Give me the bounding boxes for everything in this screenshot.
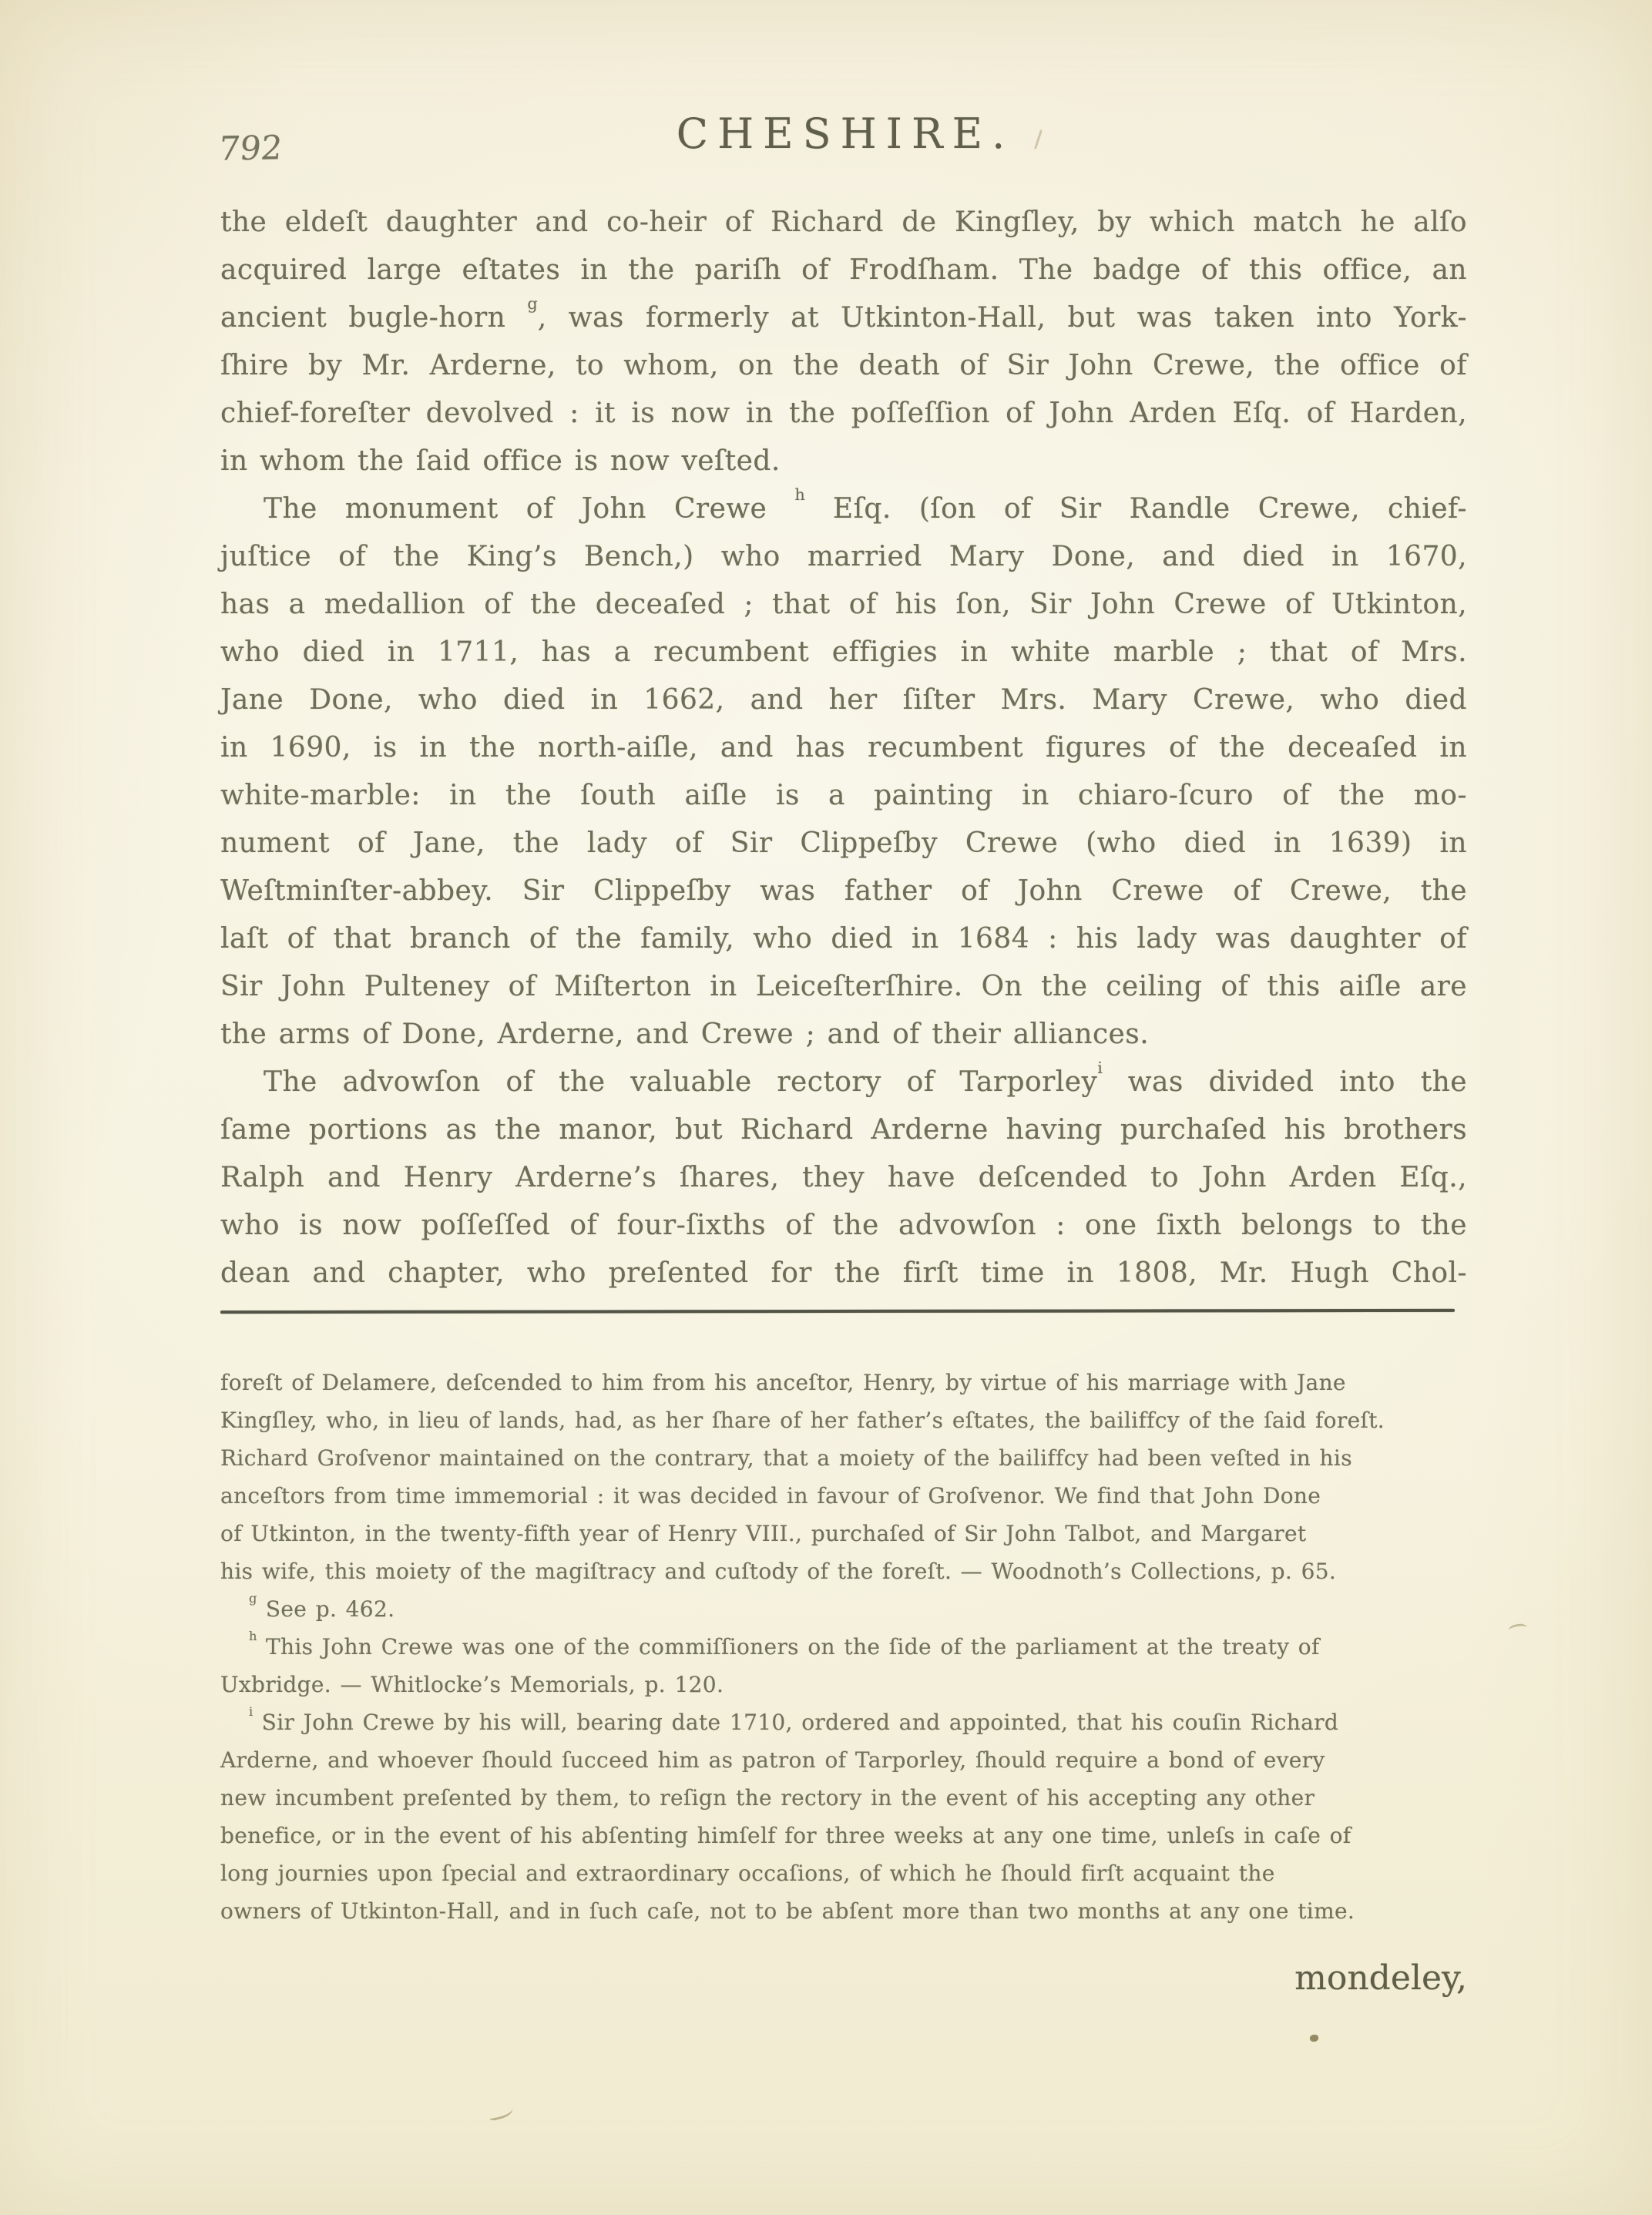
- text-line: chief-foreſter devolved : it is now in the poſſeſſion of John Arden Eſq. of Harden,: [220, 398, 1467, 429]
- footnotes-block: [220, 1364, 1467, 1930]
- footnote-line: long journies upon ſpecial and extraordinary occaſions, of which he ſhould firſt acquaint the: [220, 1861, 1275, 1886]
- pencil-mark: [488, 2103, 515, 2121]
- text-line: who is now poſſeſſed of four-ſixths of the advowſon : one ſixth belongs to the: [220, 1210, 1467, 1241]
- text-line: laſt of that branch of the family, who died in 1684 : his lady was daughter of: [220, 923, 1467, 955]
- text-line: in whom the ſaid office is now veſted.: [220, 445, 781, 477]
- text-line: Jane Done, who died in 1662, and her ſiſter Mrs. Mary Crewe, who died: [220, 684, 1467, 716]
- footnote-line: his wife, this moiety of the magiſtracy and cuſtody of the foreſt. — Woodnoth’s Collections, p. 65.: [220, 1559, 1337, 1584]
- footnote-line: $^g$ See p. 462.: [249, 1590, 395, 1622]
- footnote-line: of Utkinton, in the twenty-fifth year of Henry VIII., purchaſed of Sir John Talbot, and Margaret: [220, 1521, 1307, 1546]
- text-line: ancient bugle-horn $^g$, was formerly at Utkinton-Hall, but was taken into York-: [220, 294, 1467, 334]
- main-text: [220, 199, 1467, 1297]
- text-line: ſame portions as the manor, but Richard Arderne having purchaſed his brothers: [220, 1114, 1467, 1146]
- text-line: has a medallion of the deceaſed ; that of his ſon, Sir John Crewe of Utkinton,: [220, 589, 1467, 620]
- text-line: Ralph and Henry Arderne’s ſhares, they have deſcended to John Arden Eſq.,: [220, 1162, 1467, 1193]
- footnote-line: benefice, or in the event of his abſenting himſelf for three weeks at any one time, unleſs in caſe of: [220, 1823, 1351, 1848]
- footnote-divider-rule: [220, 1309, 1455, 1314]
- ink-speck: [1310, 2035, 1318, 2042]
- text-line: The advowſon of the valuable rectory of Tarporley$^i$ was divided into the: [264, 1058, 1467, 1098]
- footnote-line: owners of Utkinton-Hall, and in ſuch caſe, not to be abſent more than two months at any one time.: [220, 1898, 1355, 1924]
- text-line: ſhire by Mr. Arderne, to whom, on the death of Sir John Crewe, the office of: [220, 350, 1467, 381]
- text-line: nument of Jane, the lady of Sir Clippeſby Crewe (who died in 1639) in: [220, 827, 1467, 859]
- footnote-line: new incumbent preſented by them, to reſign the rectory in the event of his accepting any other: [220, 1785, 1315, 1811]
- running-header: CHESHIRE.: [676, 109, 1015, 158]
- footnote-line: Arderne, and whoever ſhould ſucceed him as patron of Tarporley, ſhould require a bond of every: [220, 1747, 1325, 1773]
- text-line: acquired large eſtates in the pariſh of Frodſham. The badge of this office, an: [220, 254, 1467, 286]
- footnote-line: $^h$ This John Crewe was one of the commiſſioners on the ſide of the parliament at the treaty of: [249, 1628, 1320, 1660]
- text-line: the arms of Done, Arderne, and Crewe ; and of their alliances.: [220, 1019, 1150, 1050]
- footnote-line: $^i$ Sir John Crewe by his will, bearing date 1710, ordered and appointed, that his couſin Richard: [249, 1703, 1339, 1735]
- text-line: white-marble: in the ſouth aiſle is a painting in chiaro-ſcuro of the mo-: [220, 780, 1467, 811]
- text-line: in 1690, is in the north-aiſle, and has recumbent figures of the deceaſed in: [220, 732, 1467, 764]
- text-line: dean and chapter, who preſented for the firſt time in 1808, Mr. Hugh Chol-: [220, 1257, 1467, 1289]
- text-line: Sir John Pulteney of Miſterton in Leiceſterſhire. On the ceiling of this aiſle are: [220, 971, 1467, 1002]
- footnote-line: Uxbridge. — Whitlocke’s Memorials, p. 120.: [220, 1672, 724, 1697]
- footnote-line: anceſtors from time immemorial : it was decided in favour of Groſvenor. We find that John Done: [220, 1483, 1321, 1509]
- text-line: the eldeſt daughter and co-heir of Richard de Kingſley, by which match he alſo: [220, 206, 1467, 238]
- page-number: 792: [217, 129, 284, 169]
- text-line: who died in 1711, has a recumbent effigies in white marble ; that of Mrs.: [220, 636, 1467, 668]
- text-line: Weſtminſter-abbey. Sir Clippeſby was father of John Crewe of Crewe, the: [220, 875, 1467, 907]
- margin-mark: [1508, 1623, 1528, 1635]
- text-line: juſtice of the King’s Bench,) who married Mary Done, and died in 1670,: [220, 541, 1467, 572]
- catchword: mondeley,: [1294, 1958, 1467, 1998]
- footnote-line: Richard Groſvenor maintained on the contrary, that a moiety of the bailiffcy had been veſted in his: [220, 1445, 1352, 1471]
- footnote-line: Kingſley, who, in lieu of lands, had, as her ſhare of her father’s eſtates, the bailiffcy of the ſaid foreſt.: [220, 1408, 1385, 1433]
- text-line: The monument of John Crewe $^h$ Eſq. (ſon of Sir Randle Crewe, chief-: [264, 485, 1468, 525]
- footnote-line: foreſt of Delamere, deſcended to him from his anceſtor, Henry, by virtue of his marriage with Jane: [220, 1370, 1346, 1395]
